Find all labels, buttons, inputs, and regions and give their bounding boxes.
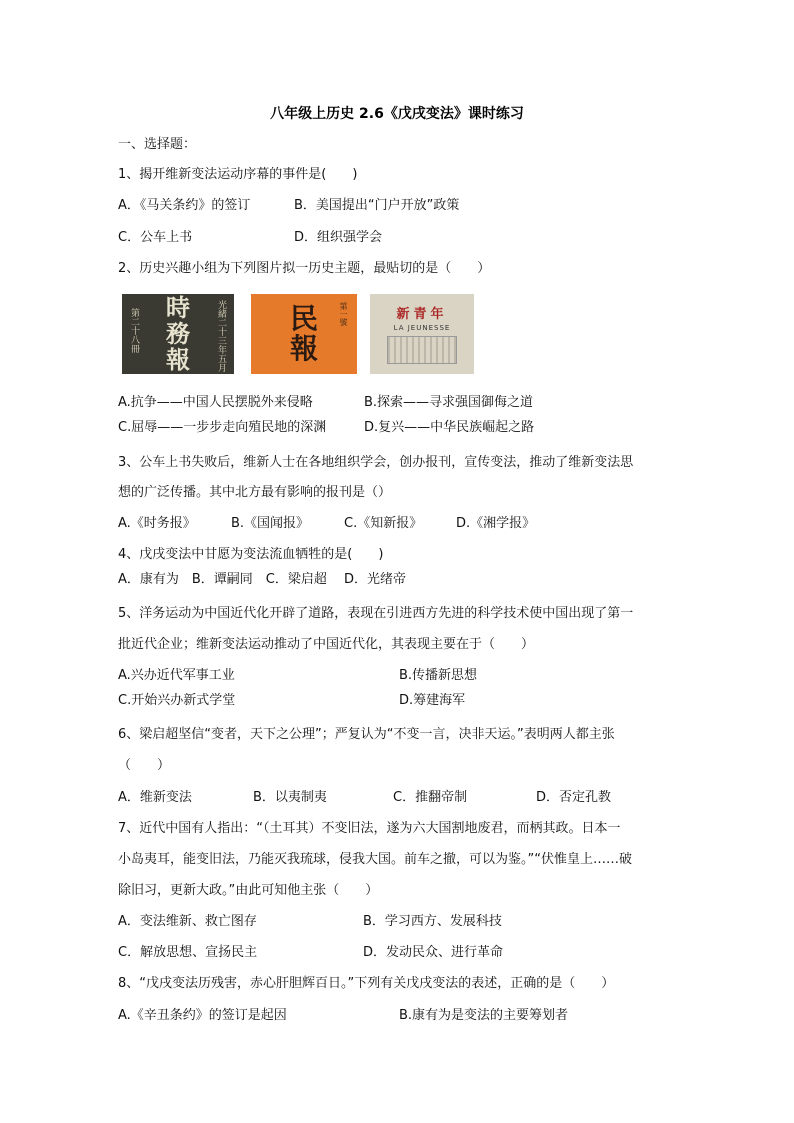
q6-option-d: D．否定孔教 [536,790,612,805]
shiwubao-date: 光緒二十三年五月 [216,300,226,372]
minbao-title: 民報 [289,302,318,365]
q6-option-a: A．维新变法 [118,790,192,805]
minbao-issue: 第一號 [339,302,348,326]
xinqingnian-title: 新青年 [396,306,448,322]
shiwubao-title: 時務報 [166,294,190,374]
q3-stem-line2: 想的广泛传播。其中北方最有影响的报刊是（） [118,485,392,500]
xinqingnian-subtitle: LA JEUNESSE [393,323,451,332]
shiwubao-image [122,294,234,374]
q2-option-a: A.抗争——中国人民摆脱外来侵略 [118,395,313,410]
q5-option-b: B.传播新思想 [399,668,478,683]
q3-option-c: C.《知新报》 [344,516,423,531]
q3-option-d: D.《湘学报》 [456,516,536,531]
q1-option-d: D．组织强学会 [294,230,383,245]
shiwubao-volume: 第二十八冊 [129,308,139,353]
q7-stem-line2: 小岛夷耳，能变旧法，乃能灭我琉球，侵我大国。前车之撤，可以为鉴。”“伏惟皇上……破 [118,852,632,867]
q8-option-a: A.《辛丑条约》的签订是起因 [118,1008,287,1023]
q3-stem-line1: 3、公车上书失败后，维新人士在各地组织学会，创办报刊，宣传变法，推动了维新变法思 [118,455,634,470]
section-heading: 一、选择题： [118,137,197,152]
q3-option-b: B.《国闻报》 [231,516,310,531]
q6-stem-line2: （ ） [118,758,171,773]
q6-option-c: C．推翻帝制 [393,790,468,805]
q7-option-a: A．变法维新、救亡图存 [118,914,257,929]
q7-stem-line3: 除旧习，更新大政。”由此可知他主张（ ） [118,883,379,898]
q5-stem-line2: 批近代企业；维新变法运动推动了中国近代化，其表现主要在于（ ） [118,637,535,652]
q1-stem: 1、揭开维新变法运动序幕的事件是( ) [118,167,358,182]
q7-option-b: B．学习西方、发展科技 [363,914,502,929]
q2-option-b: B.探索——寻求强国御侮之道 [364,395,534,410]
q1-option-a: A．《马关条约》的签订 [118,198,251,213]
q2-stem: 2、历史兴趣小组为下列图片拟一历史主题，最贴切的是（ ） [118,261,491,276]
q4-stem: 4、戊戌变法中甘愿为变法流血牺牲的是( ) [118,547,384,562]
xinqingnian-image [370,294,474,374]
q1-option-b: B．美国提出“门户开放”政策 [294,198,460,213]
q2-option-c: C.屈辱——一步步走向殖民地的深渊 [118,420,327,435]
q3-option-a: A.《时务报》 [118,516,196,531]
xinqingnian-contents-block [387,336,457,364]
q4-options: A．康有为 B．谭嗣同 C．梁启超 D．光绪帝 [118,572,407,587]
q7-option-c: C．解放思想、宣扬民主 [118,945,258,960]
q5-stem-line1: 5、洋务运动为中国近代化开辟了道路，表现在引进西方先进的科学技术使中国出现了第一 [118,606,634,621]
q5-option-a: A.兴办近代军事工业 [118,668,235,683]
q8-stem: 8、“戊戌变法历残害，赤心肝胆辉百日。”下列有关戊戌变法的表述，正确的是（ ） [118,976,615,991]
q6-option-b: B．以夷制夷 [253,790,327,805]
q1-option-c: C．公车上书 [118,230,193,245]
page-title: 八年级上历史 2.6《戊戌变法》课时练习 [270,106,524,122]
q5-option-c: C.开始兴办新式学堂 [118,693,236,708]
q8-option-b: B.康有为是变法的主要筹划者 [399,1008,569,1023]
q7-option-d: D．发动民众、进行革命 [363,945,504,960]
q2-option-d: D.复兴——中华民族崛起之路 [364,420,535,435]
minbao-image [251,294,357,374]
q5-option-d: D.筹建海军 [399,693,466,708]
q6-stem-line1: 6、梁启超坚信“变者，天下之公理”；严复认为“不变一言，决非天运。”表明两人都主张 [118,727,615,742]
q7-stem-line1: 7、近代中国有人指出：“（土耳其）不变旧法，遂为六大国割地废君，而柄其政。日本一 [118,821,621,836]
